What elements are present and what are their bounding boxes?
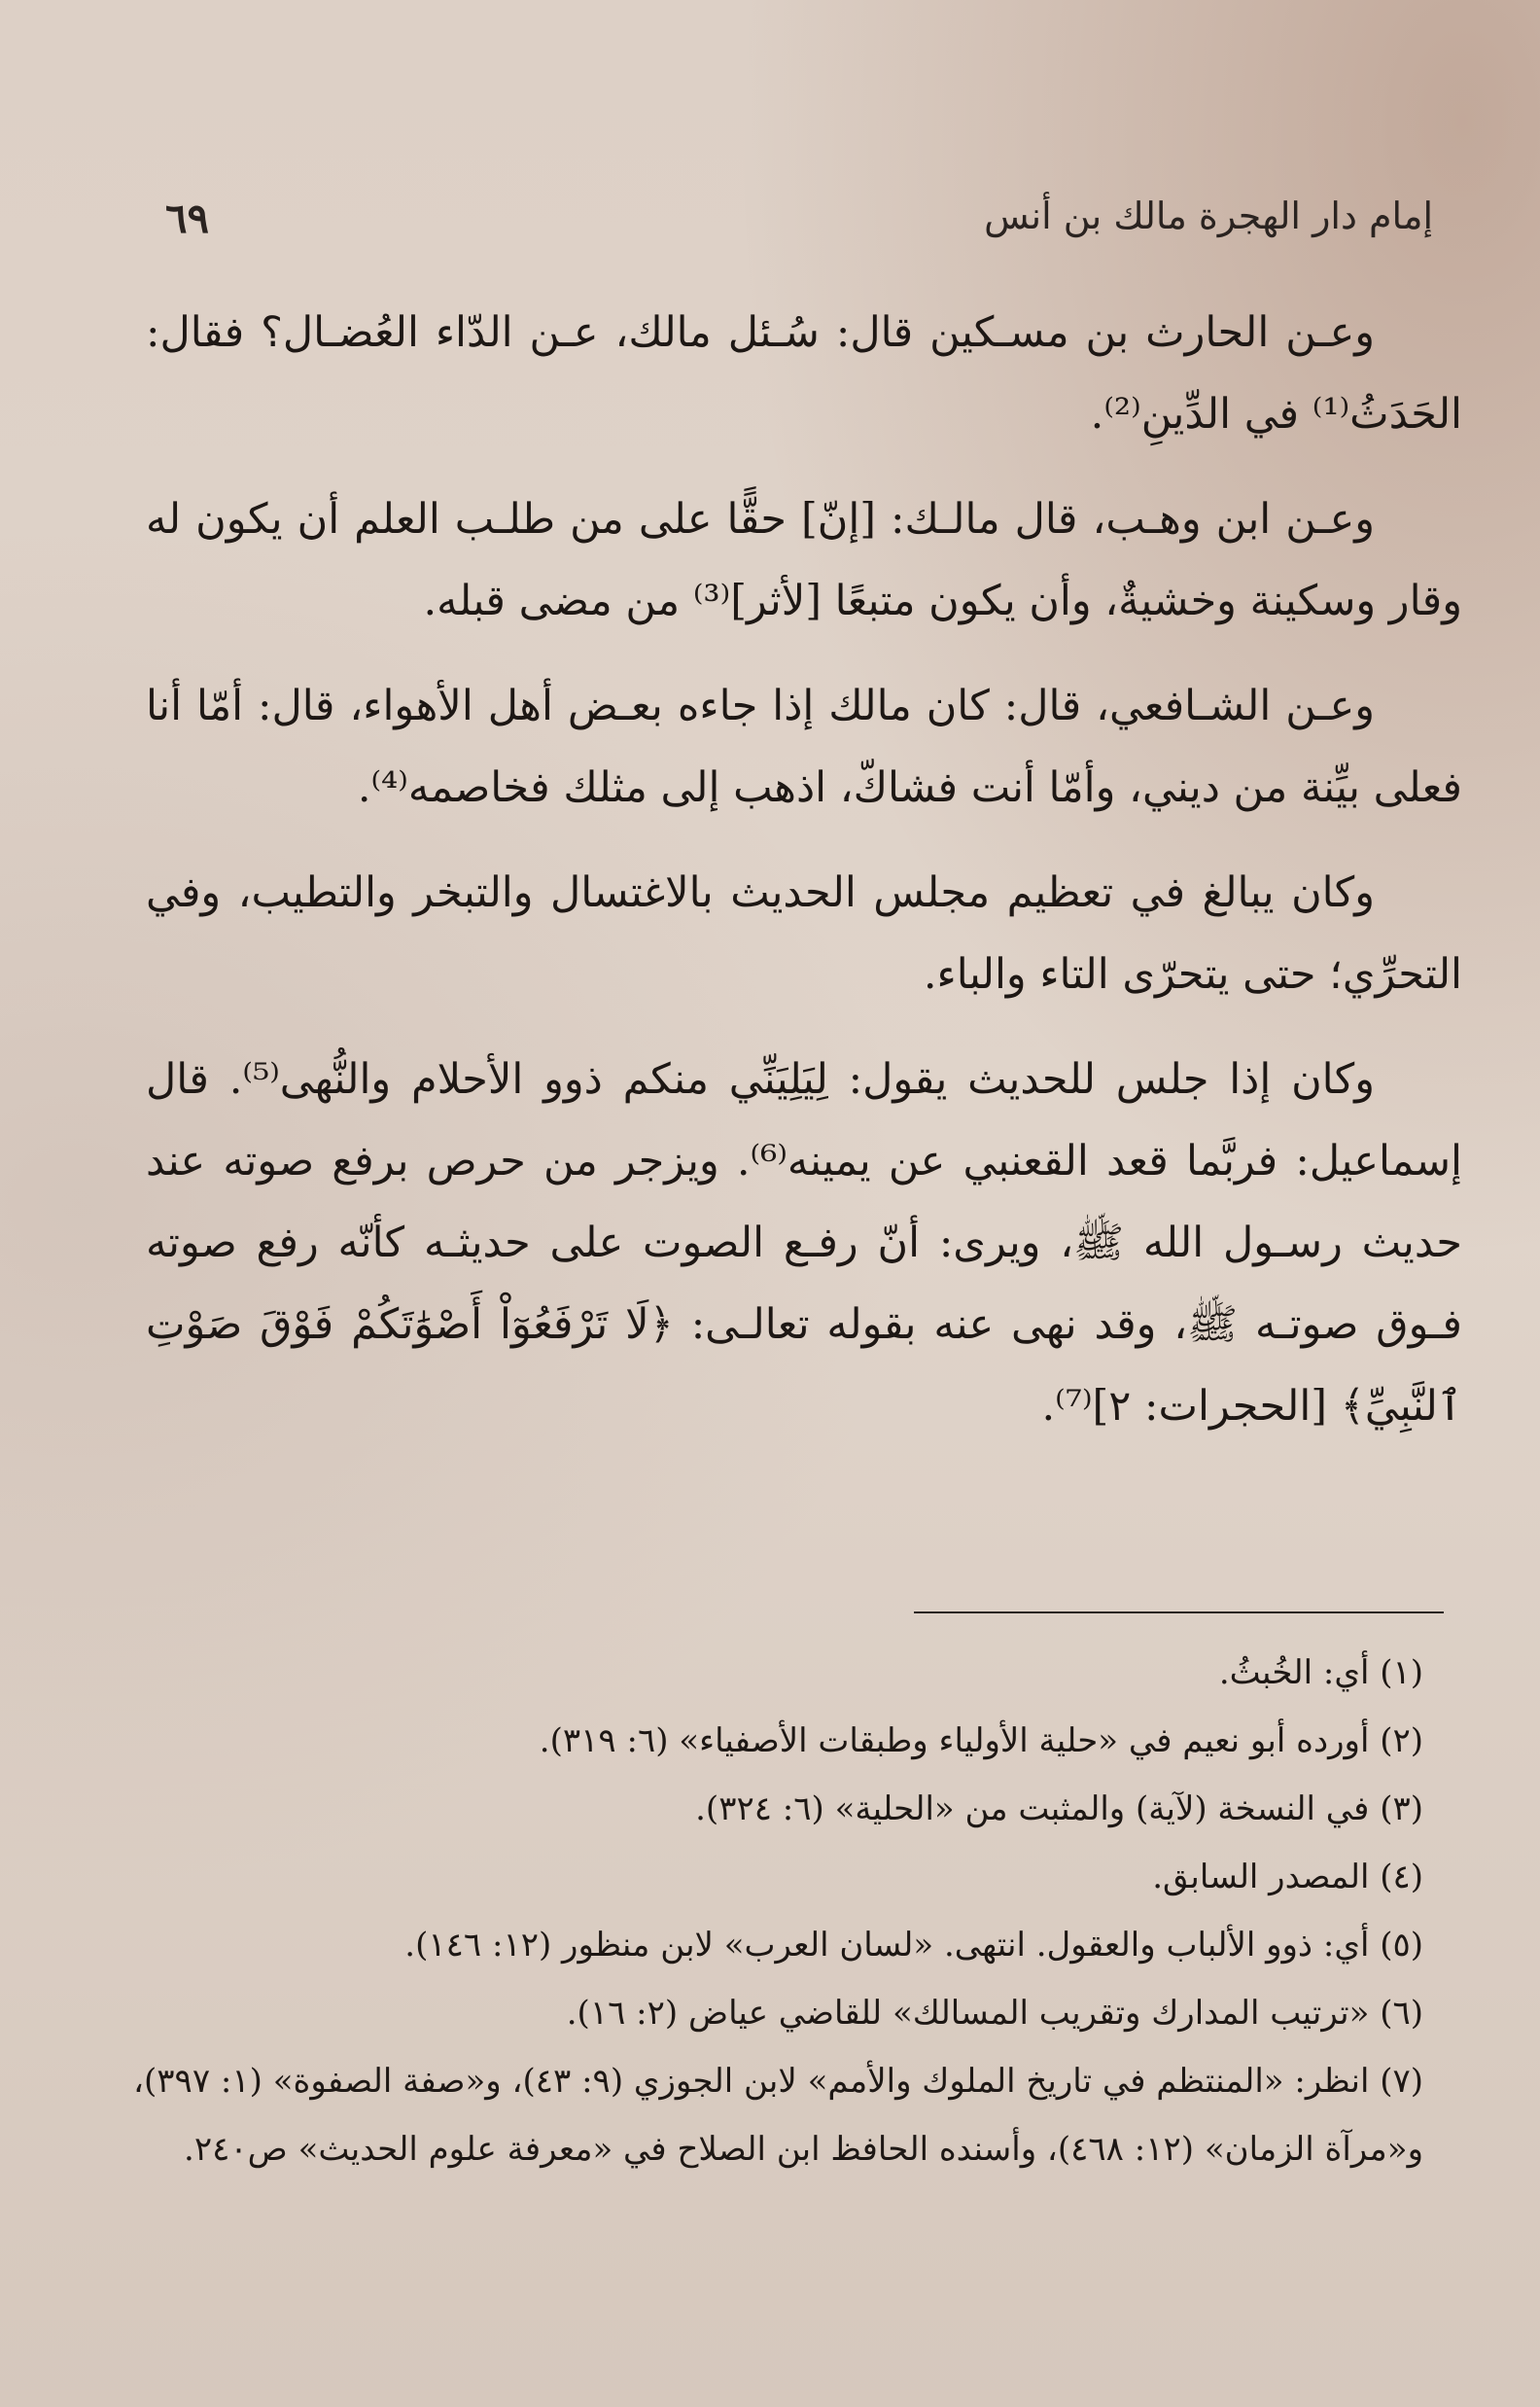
paragraph: وكان إذا جلس للحديث يقول: لِيَلِيَنِّي منكم ذوو الأحلام والنُّهى⁽⁵⁾. قال إسماعيل: فربَّما قعد القعنبي عن يمينه⁽⁶⁾. ويزجر من حرص برفع صوته عند حديث رسـول الله ﷺ، ويرى: أنّ رفـع الصوت على حديثـه كأنّه رفع صوته فـوق صوتـه ﷺ، وقد نهى عنه بقوله تعالـى: ﴿لَا تَرْفَعُوٓاْ أَصْوَٰتَكُمْ فَوْقَ صَوْتِ ٱلنَّبِيِّ﴾ [الحجرات: ٢]⁽⁷⁾. [146,1055,1462,1431]
paragraph: وعـن ابن وهـب، قال مالـك: [إنّ] حقًّا على من طلـب العلم أن يكون له وقار وسكينة وخشيةٌ، وأن يكون متبعًا [لأثر]⁽³⁾ من مضى قبله. [146,495,1462,625]
footnote: (٤) المصدر السابق. [1152,1858,1423,1896]
footnote: (٢) أورده أبو نعيم في «حلية الأولياء وطبقات الأصفياء» (٦: ٣١٩). [539,1721,1423,1760]
footnote: (٧) انظر: «المنتظم في تاريخ الملوك والأمم» لابن الجوزي (٩: ٤٣)، و«صفة الصفوة» (١: ٣٩٧)، و«مرآة الزمان» (١٢: ٤٦٨)، وأسنده الحافظ ابن الصلاح في «معرفة علوم الحديث» ص٢٤٠. [133,2062,1423,2169]
footnotes [107,1639,1423,2183]
footnote: (١) أي: الخُبثُ. [1218,1653,1423,1692]
main-text [146,292,1462,1470]
running-header [165,195,1433,253]
footnote: (٣) في النسخة (لآية) والمثبت من «الحلية» (٦: ٣٢٤). [695,1789,1423,1828]
page-number: ٦٩ [165,195,210,242]
paragraph: وعـن الشـافعي، قال: كان مالك إذا جاءه بعـض أهل الأهواء، قال: أمّا أنا فعلى بيِّنة من ديني، وأمّا أنت فشاكّ، اذهب إلى مثلك فخاصمه⁽⁴⁾. [146,682,1462,812]
footnote-separator [914,1611,1444,1613]
paragraph: وعـن الحارث بن مسـكين قال: سُـئل مالك، عـن الدّاء العُضـال؟ فقال: الحَدَثُ⁽¹⁾ في الدِّينِ⁽²⁾. [146,308,1462,439]
footnote: (٦) «ترتيب المدارك وتقريب المسالك» للقاضي عياض (٢: ١٦). [566,1994,1423,2033]
footnote: (٥) أي: ذوو الألباب والعقول. انتهى. «لسان العرب» لابن منظور (١٢: ١٤٦). [404,1926,1423,1965]
running-title: إمام دار الهجرة مالك بن أنس [984,195,1433,237]
paragraph: وكان يبالغ في تعظيم مجلس الحديث بالاغتسال والتبخر والتطيب، وفي التحرِّي؛ حتى يتحرّى التاء والباء. [146,868,1462,999]
